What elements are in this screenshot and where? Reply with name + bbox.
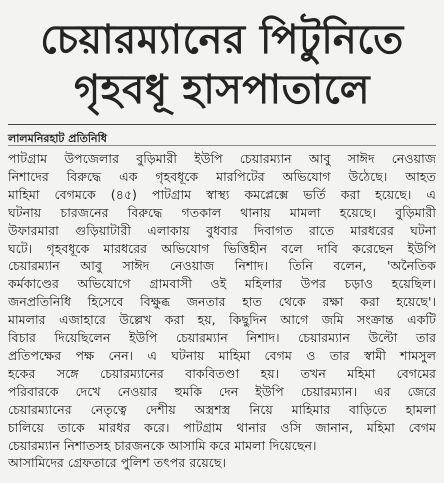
body-line: আসামিদের গ্রেফতারে পুলিশ তৎপর রয়েছে। — [8, 455, 226, 471]
body-line: কর্মকাণ্ডের অভিযোগে গ্রামবাসী ওই মহিলার উপর চড়াও হয়েছিল। — [8, 276, 436, 292]
body-line: প্রতিপক্ষের পক্ষ নেন। এ ঘটনায় মাহিমা বেগম ও তার স্বামী শামসুল — [8, 347, 436, 363]
headline-line-1: চেয়ারম্যানের পিটুনিতে — [40, 17, 404, 63]
body-line: মামলার এজাহারে উল্লেখ করা হয়, কিছুদিন আগে জমি সংক্রান্ত একটি — [8, 312, 436, 328]
body-line: মাহিমা বেগমকে (৪৫) পাটগ্রাম স্বাস্থ্য কমপ্লেক্সে ভর্তি করা হয়েছে। এ — [8, 186, 436, 202]
body-line: পরিবারকে দেখে নেওয়ার হুমকি দেন ইউপি চেয়ারম্যান। এর জেরে — [8, 383, 436, 399]
body-line: বিচার দিয়েছিলেন ইউপি চেয়ারম্যান নিশাদ। চেয়ারম্যান উল্টো তার — [8, 330, 436, 346]
headline-divider — [8, 124, 436, 125]
byline-divider — [8, 145, 436, 146]
body-line: উফারমারা গুড়িয়াটারী এলাকায় বুধবার দিবাগত রাতে মারধরের ঘটনা — [8, 222, 436, 238]
body-line: চেয়ারম্যানের নেতৃত্বে দেশীয় অস্ত্রশস্ত্র নিয়ে মাহিমার বাড়িতে হামলা — [8, 401, 436, 417]
body-line: হকের সঙ্গে চেয়ারম্যানের বাকবিতণ্ডা হয়। তখন মহিমা বেগমের — [8, 365, 436, 381]
byline: লালমনিরহাট প্রতিনিধি — [8, 132, 107, 145]
body-line: ঘটনায় চারজনের বিরুদ্ধে গতকাল থানায় মামলা হয়েছে। বুড়িমারী — [8, 204, 436, 220]
body-line: নিশাদের বিরুদ্ধে এক গৃহবধূকে মারপিটের অভিযোগ উঠেছে। আহত — [8, 168, 436, 184]
body-line: চেয়ারম্যান আবু সাঈদ নেওয়াজ নিশাদ। তিনি বলেন, 'অনৈতিক — [8, 258, 436, 274]
body-line: চেয়ারম্যান নিশাতসহ চারজনকে আসামি করে মামলা দিয়েছেন। — [8, 437, 317, 453]
body-line: ঘটে। গৃহবধূকে মারধরের অভিযোগ ভিত্তিহীন বলে দাবি করেছেন ইউপি — [8, 240, 436, 256]
headline-line-2: গৃহবধূ হাসপাতালে — [73, 67, 371, 113]
article-body — [8, 150, 436, 472]
body-line: পাটগ্রাম উপজেলার বুড়িমারী ইউপি চেয়ারম্যান আবু সাঈদ নেওয়াজ — [8, 151, 436, 166]
body-line: জনপ্রতিনিধি হিসেবে বিক্ষুব্ধ জনতার হাত থেকে রক্ষা করা হয়েছে'। — [8, 294, 436, 310]
headline — [0, 0, 444, 120]
body-line: চালিয়ে তাকে মারধর করে। পাটগ্রাম থানার ওসি জানান, মহিমা বেগম — [8, 419, 436, 435]
